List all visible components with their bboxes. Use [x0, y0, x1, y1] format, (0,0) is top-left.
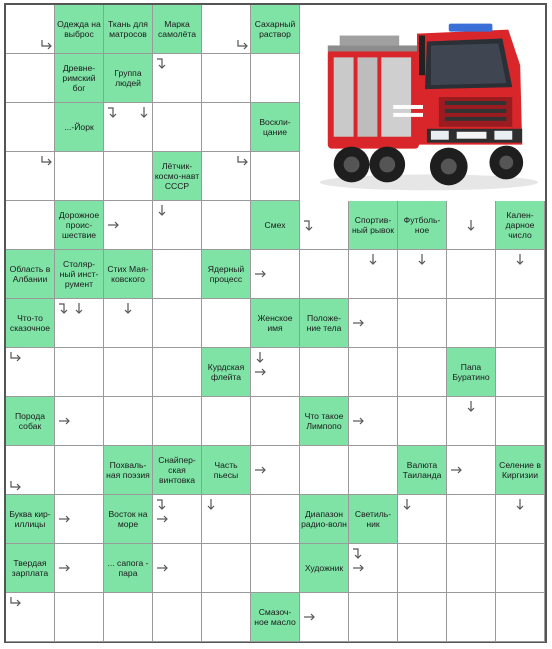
answer-cell[interactable] — [6, 446, 55, 495]
answer-cell[interactable] — [496, 544, 545, 593]
clue-cell — [153, 446, 202, 495]
clue-text: Область в Албании — [9, 264, 51, 284]
answer-cell[interactable] — [202, 54, 251, 103]
clue-text: Ткань для матросов — [108, 19, 148, 39]
crossword-board — [4, 3, 547, 643]
clue-text: Сахарный раствор — [254, 19, 296, 39]
clue-text: Стих Мая-ковского — [107, 264, 149, 284]
answer-cell[interactable] — [398, 299, 447, 348]
answer-cell[interactable] — [55, 446, 104, 495]
clue-text: Снайпер-ская винтовка — [158, 455, 196, 485]
clue-cell — [496, 201, 545, 250]
clue-cell — [55, 250, 104, 299]
clue-cell — [55, 201, 104, 250]
clue-text: Столяр-ный инст-румент — [59, 259, 99, 289]
clue-text: ...-Йорк — [64, 122, 94, 132]
answer-cell[interactable] — [349, 397, 398, 446]
answer-cell[interactable] — [300, 348, 349, 397]
answer-cell[interactable] — [251, 446, 300, 495]
answer-cell[interactable] — [496, 250, 545, 299]
answer-cell[interactable] — [55, 299, 104, 348]
clue-text: Порода собак — [14, 411, 46, 431]
answer-cell[interactable] — [349, 593, 398, 642]
answer-cell[interactable] — [55, 152, 104, 201]
answer-cell[interactable] — [202, 152, 251, 201]
answer-cell[interactable] — [55, 495, 104, 544]
clue-cell — [202, 348, 251, 397]
clue-text: Восток на море — [108, 509, 148, 529]
answer-cell[interactable] — [251, 348, 300, 397]
clue-text: Древне-римский бог — [62, 63, 96, 93]
answer-cell[interactable] — [202, 299, 251, 348]
answer-cell[interactable] — [153, 593, 202, 642]
answer-cell[interactable] — [496, 348, 545, 397]
answer-cell[interactable] — [202, 397, 251, 446]
clue-cell — [251, 103, 300, 152]
clue-text: Лётчик-космо-навт СССР — [154, 161, 200, 191]
answer-cell[interactable] — [496, 397, 545, 446]
answer-cell[interactable] — [6, 593, 55, 642]
answer-cell[interactable] — [251, 152, 300, 201]
answer-cell[interactable] — [104, 152, 153, 201]
answer-cell[interactable] — [153, 348, 202, 397]
answer-cell[interactable] — [6, 54, 55, 103]
answer-cell[interactable] — [349, 544, 398, 593]
clue-cell — [104, 495, 153, 544]
answer-cell[interactable] — [447, 446, 496, 495]
clue-cell — [6, 544, 55, 593]
answer-cell[interactable] — [202, 495, 251, 544]
clue-cell — [300, 495, 349, 544]
clue-cell — [202, 446, 251, 495]
answer-cell[interactable] — [55, 544, 104, 593]
clue-text: Женское имя — [257, 313, 293, 333]
clue-cell — [55, 54, 104, 103]
clue-cell — [398, 201, 447, 250]
answer-cell[interactable] — [6, 348, 55, 397]
answer-cell[interactable] — [104, 348, 153, 397]
clue-text: ... сапога - пара — [107, 558, 149, 578]
answer-cell[interactable] — [300, 593, 349, 642]
answer-cell[interactable] — [202, 544, 251, 593]
answer-cell[interactable] — [496, 593, 545, 642]
clue-text: Положе-ние тела — [306, 313, 342, 333]
answer-cell[interactable] — [251, 544, 300, 593]
answer-cell[interactable] — [6, 152, 55, 201]
answer-cell[interactable] — [447, 250, 496, 299]
clue-cell — [104, 54, 153, 103]
answer-cell[interactable] — [447, 495, 496, 544]
clue-text: Дорожное проис-шествие — [58, 210, 100, 240]
clue-cell — [6, 250, 55, 299]
answer-cell[interactable] — [6, 201, 55, 250]
answer-cell[interactable] — [251, 495, 300, 544]
answer-cell[interactable] — [104, 201, 153, 250]
answer-cell[interactable] — [153, 54, 202, 103]
clue-cell — [104, 544, 153, 593]
clue-text: Воскли-цание — [259, 117, 291, 137]
clue-cell — [251, 299, 300, 348]
answer-cell[interactable] — [496, 299, 545, 348]
answer-cell[interactable] — [300, 446, 349, 495]
clue-text: Ядерный процесс — [207, 264, 245, 284]
answer-cell[interactable] — [447, 201, 496, 250]
answer-cell[interactable] — [398, 250, 447, 299]
clue-text: Диапазон радио-волн — [301, 509, 347, 529]
answer-cell[interactable] — [104, 397, 153, 446]
clue-text: Одежда на выброс — [57, 19, 101, 39]
answer-cell[interactable] — [300, 201, 349, 250]
clue-cell — [447, 348, 496, 397]
clue-text: Твердая зарплата — [11, 558, 49, 578]
answer-cell[interactable] — [153, 103, 202, 152]
answer-cell[interactable] — [202, 593, 251, 642]
clue-cell — [6, 397, 55, 446]
answer-cell[interactable] — [104, 593, 153, 642]
clue-text: Что такое Лимпопо — [304, 411, 344, 431]
clue-text: Художник — [304, 563, 344, 573]
clue-cell — [55, 5, 104, 54]
answer-cell[interactable] — [398, 397, 447, 446]
answer-cell[interactable] — [153, 544, 202, 593]
answer-cell[interactable] — [251, 250, 300, 299]
clue-cell — [300, 397, 349, 446]
answer-cell[interactable] — [6, 103, 55, 152]
clue-text: Папа Буратино — [452, 362, 490, 382]
answer-cell[interactable] — [202, 201, 251, 250]
answer-cell[interactable] — [251, 397, 300, 446]
answer-cell[interactable] — [153, 250, 202, 299]
clue-text: Группа людей — [114, 68, 142, 88]
answer-cell[interactable] — [104, 103, 153, 152]
clue-cell — [251, 593, 300, 642]
clue-text: Курдская флейта — [207, 362, 245, 382]
clue-text: Похваль-ная поэзия — [106, 460, 150, 480]
answer-cell[interactable] — [398, 348, 447, 397]
answer-cell[interactable] — [447, 544, 496, 593]
answer-cell[interactable] — [153, 495, 202, 544]
clue-cell — [153, 152, 202, 201]
clue-cell — [6, 495, 55, 544]
clue-cell — [104, 250, 153, 299]
answer-cell[interactable] — [349, 299, 398, 348]
clue-cell — [496, 446, 545, 495]
clue-text: Часть пьесы — [213, 460, 239, 480]
clue-text: Что-то сказочное — [9, 313, 51, 333]
clue-text: Футболь-ное — [403, 215, 441, 235]
clue-text: Буква кир-иллицы — [9, 509, 51, 529]
clue-cell — [104, 5, 153, 54]
answer-cell[interactable] — [447, 299, 496, 348]
clue-cell — [300, 299, 349, 348]
answer-cell[interactable] — [6, 5, 55, 54]
answer-cell[interactable] — [55, 397, 104, 446]
answer-cell[interactable] — [55, 348, 104, 397]
answer-cell[interactable] — [153, 299, 202, 348]
answer-cell[interactable] — [398, 495, 447, 544]
answer-cell[interactable] — [202, 5, 251, 54]
fire-truck-image — [300, 5, 543, 201]
clue-text: Смех — [264, 220, 286, 230]
clue-cell — [398, 446, 447, 495]
answer-cell[interactable] — [251, 54, 300, 103]
answer-cell[interactable] — [398, 593, 447, 642]
clue-cell — [251, 201, 300, 250]
clue-cell — [153, 5, 202, 54]
clue-text: Спортив-ный рывок — [351, 215, 395, 235]
answer-cell[interactable] — [300, 250, 349, 299]
clue-cell — [202, 250, 251, 299]
answer-cell[interactable] — [153, 201, 202, 250]
answer-cell[interactable] — [202, 103, 251, 152]
clue-cell — [55, 103, 104, 152]
answer-cell[interactable] — [349, 446, 398, 495]
answer-cell[interactable] — [104, 299, 153, 348]
clue-text: Валюта Таиланда — [402, 460, 442, 480]
clue-text: Марка самолёта — [158, 19, 196, 39]
clue-cell — [349, 495, 398, 544]
clue-cell — [104, 446, 153, 495]
answer-cell[interactable] — [349, 348, 398, 397]
answer-cell[interactable] — [153, 397, 202, 446]
answer-cell[interactable] — [55, 593, 104, 642]
clue-text: Селение в Киргизии — [499, 460, 541, 480]
clue-cell — [300, 544, 349, 593]
answer-cell[interactable] — [349, 250, 398, 299]
clue-cell — [6, 299, 55, 348]
answer-cell[interactable] — [398, 544, 447, 593]
answer-cell[interactable] — [447, 593, 496, 642]
clue-cell — [349, 201, 398, 250]
answer-cell[interactable] — [447, 397, 496, 446]
answer-cell[interactable] — [496, 495, 545, 544]
clue-text: Смазоч-ное масло — [254, 607, 296, 627]
clue-text: Светиль-ник — [354, 509, 392, 529]
clue-cell — [251, 5, 300, 54]
clue-text: Кален-дарное число — [505, 210, 535, 240]
